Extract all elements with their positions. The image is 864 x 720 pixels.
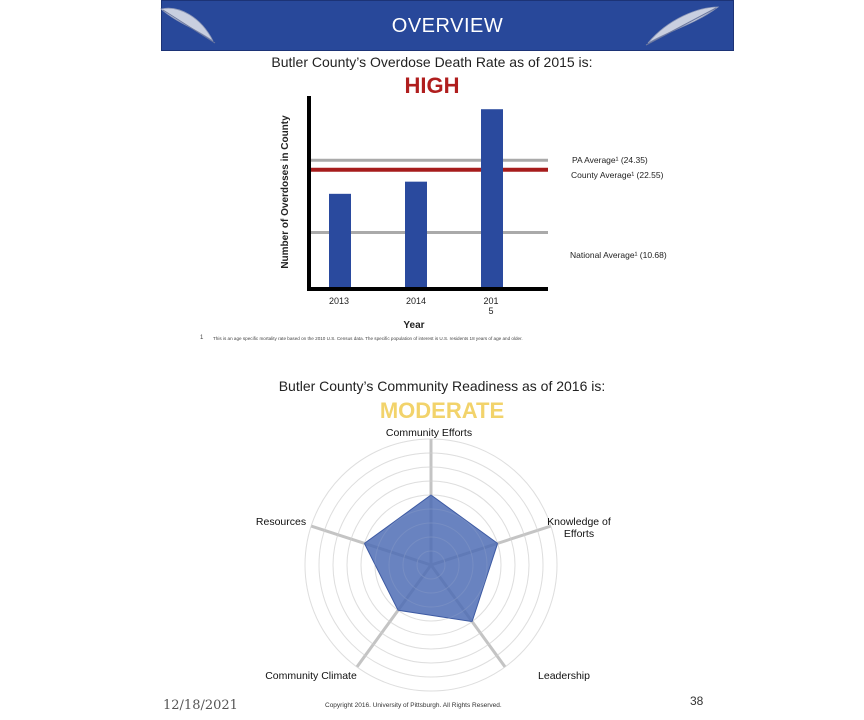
overdose-rate-value: HIGH: [404, 73, 460, 98]
radar-area: [364, 495, 497, 622]
overdose-rate-heading: Butler County’s Overdose Death Rate as of 2015 is:: [271, 54, 593, 70]
x-tick-label: 2013: [328, 296, 350, 306]
banner-title: OVERVIEW: [391, 15, 504, 37]
radar-axis-label: Knowledge of Efforts: [547, 516, 611, 540]
readiness-heading: Butler County’s Community Readiness as of 2016 is:: [278, 378, 606, 394]
footnote-marker: 1: [200, 335, 204, 341]
radar-axis-label: Community Climate: [265, 670, 357, 682]
radar-axis-label: Leadership: [538, 670, 590, 682]
page-number: 38: [690, 694, 704, 708]
footer-copyright: Copyright 2016. University of Pittsburgh. All Rights Reserved.: [325, 702, 502, 709]
footnote-text: This is an age specific mortality rate based on the 2010 U.S. Census data. The specific population of interest is U.S. residents 18 years of age and older.: [213, 336, 523, 341]
reference-label: National Average¹ (10.68): [570, 250, 667, 260]
radar-axis-label: Resources: [255, 516, 307, 528]
reference-label: PA Average¹ (24.35): [572, 155, 648, 165]
footer-date: 12/18/2021: [163, 698, 238, 713]
y-axis-title: Number of Overdoses in County: [280, 115, 291, 269]
radar-axis-label: Community Efforts: [385, 427, 473, 439]
x-tick-label: 2014: [405, 296, 427, 306]
reference-label: County Average¹ (22.55): [571, 170, 664, 180]
readiness-value: MODERATE: [379, 398, 505, 423]
x-tick-label: 201 5: [483, 296, 499, 316]
x-axis-title: Year: [403, 320, 425, 331]
